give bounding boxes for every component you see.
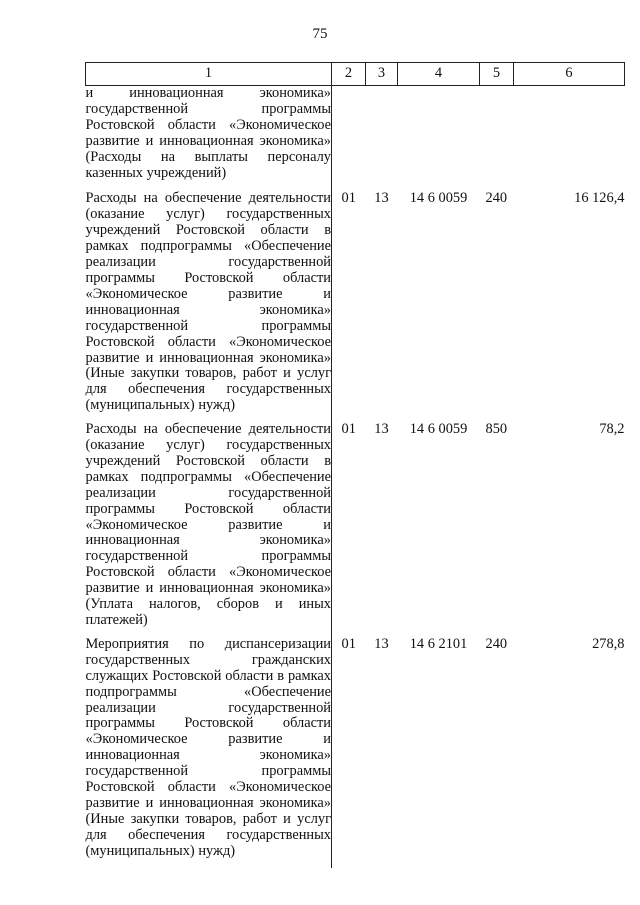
- row-subsection: 13: [374, 635, 389, 652]
- header-row: [86, 63, 625, 86]
- header-col-5: 5: [480, 63, 514, 86]
- row-expense-type: 240: [485, 635, 508, 652]
- header-col-3: 3: [366, 63, 398, 86]
- row-subsection: [366, 86, 398, 192]
- row-description: и инновационная экономика» государственной программы Ростовской области «Экономическое развитие и инновационная экономика» (Расходы на выплаты персоналу казенных учреждений): [86, 86, 332, 192]
- header-col-6: 6: [514, 63, 625, 86]
- row-section: 01: [341, 190, 356, 207]
- header-col-1: 1: [86, 63, 332, 86]
- table-row: [86, 191, 625, 422]
- table-header: [86, 63, 625, 86]
- row-target-article: 14 6 2101: [409, 635, 468, 652]
- table-row: [86, 422, 625, 637]
- budget-table: [85, 62, 625, 868]
- table-row: [86, 637, 625, 868]
- row-subsection: 13: [374, 421, 389, 438]
- row-section: 01: [341, 421, 356, 438]
- row-description: Расходы на обеспечение деятельности (оказание услуг) государственных учреждений Ростовской области в рамках подпрограммы «Обеспечение реализации государственной программы Ростовской области «Экономическое развитие и инновационная экономика» государственной программы Ростовской области «Экономическое развитие и инновационная экономика» (Уплата налогов, сборов и иных платежей): [86, 422, 332, 637]
- row-amount: [514, 86, 625, 192]
- table-row: [86, 86, 625, 192]
- row-description: Расходы на обеспечение деятельности (оказание услуг) государственных учреждений Ростовской области в рамках подпрограммы «Обеспечение реализации государственной программы Ростовской области «Экономическое развитие и инновационная экономика» государственной программы Ростовской области «Экономическое развитие и инновационная экономика» (Иные закупки товаров, работ и услуг для обеспечения государственных (муниципальных) нужд): [86, 191, 332, 422]
- row-amount: 78,2: [599, 421, 625, 438]
- row-amount: 16 126,4: [574, 190, 625, 207]
- page-number: 75: [312, 26, 328, 42]
- row-expense-type: 850: [485, 421, 508, 438]
- row-section: 01: [341, 635, 356, 652]
- header-col-4: 4: [398, 63, 480, 86]
- row-target-article: 14 6 0059: [409, 190, 468, 207]
- table-body: [86, 86, 625, 868]
- row-target-article: 14 6 0059: [409, 421, 468, 438]
- row-amount: 278,8: [592, 635, 625, 652]
- row-section: [332, 86, 366, 192]
- row-description: Мероприятия по диспансеризации государственных гражданских служащих Ростовской области в рамках подпрограммы «Обеспечение реализации государственной программы Ростовской области «Экономическое развитие и инновационная экономика» государственной программы Ростовской области «Экономическое развитие и инновационная экономика» (Иные закупки товаров, работ и услуг для обеспечения государственных (муниципальных) нужд): [86, 637, 332, 868]
- header-col-2: 2: [332, 63, 366, 86]
- row-subsection: 13: [374, 190, 389, 207]
- row-target-article: [398, 86, 480, 192]
- row-expense-type: [480, 86, 514, 192]
- row-expense-type: 240: [485, 190, 508, 207]
